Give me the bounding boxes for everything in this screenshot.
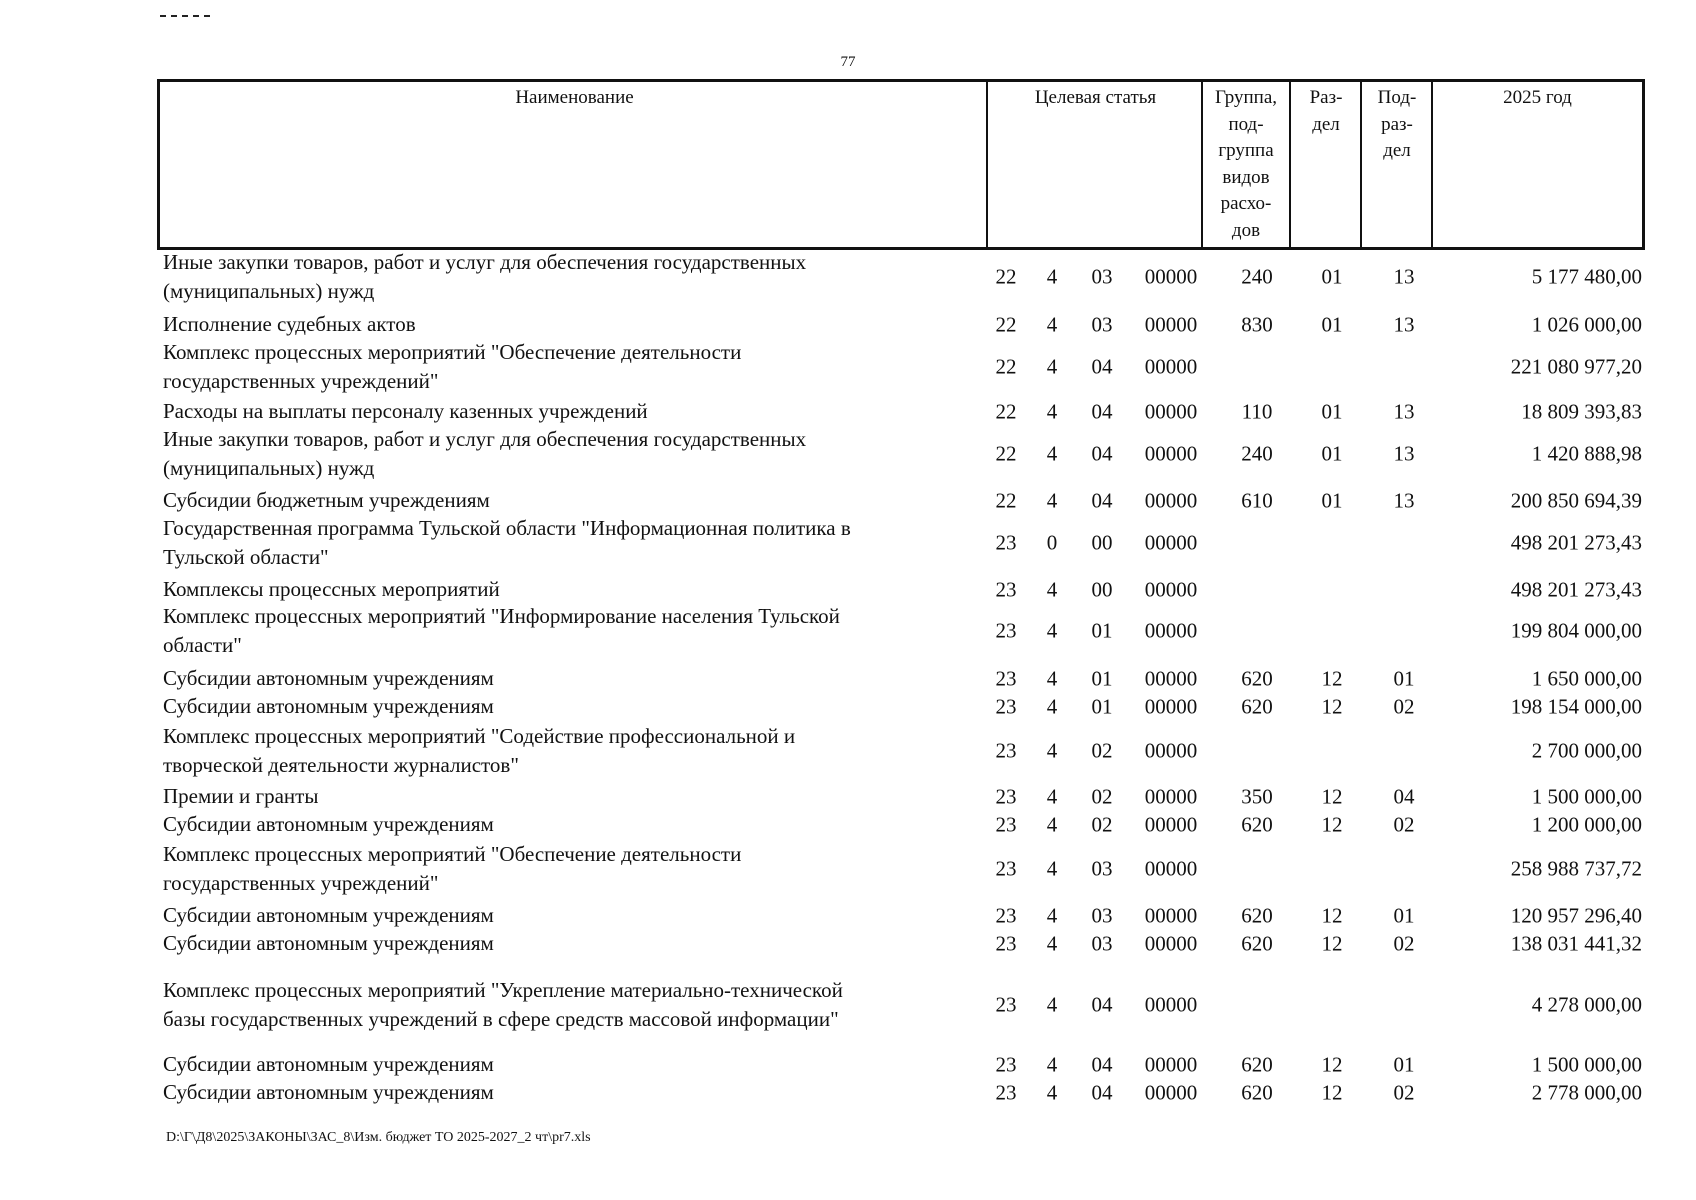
row-cell-b: 4 <box>1046 312 1058 336</box>
row-cell-subsection: 04 <box>1393 784 1415 808</box>
row-cell-a: 23 <box>995 666 1017 690</box>
table-row <box>0 901 1696 930</box>
table-row <box>0 664 1696 693</box>
table-row <box>0 810 1696 839</box>
table-row <box>0 338 1696 396</box>
row-cell-d: 00000 <box>1144 812 1198 836</box>
row-cell-b: 4 <box>1046 666 1058 690</box>
row-name-line: Иные закупки товаров, работ и услуг для обеспечения государственных <box>163 427 807 451</box>
row-amount: 1 500 000,00 <box>1531 784 1642 808</box>
row-cell-a: 22 <box>995 312 1017 336</box>
row-cell-a: 23 <box>995 530 1017 555</box>
table-row <box>0 722 1696 780</box>
row-cell-c: 01 <box>1091 666 1113 690</box>
row-name-line: Комплексы процессных мероприятий <box>163 577 500 601</box>
row-cell-a: 23 <box>995 856 1017 881</box>
row-name-line: Комплекс процессных мероприятий "Информирование населения Тульской <box>163 604 840 628</box>
table-row <box>0 929 1696 958</box>
row-name-line: государственных учреждений" <box>163 871 439 895</box>
row-name <box>163 901 953 930</box>
row-cell-group: 830 <box>1241 312 1273 336</box>
row-cell-d: 00000 <box>1144 666 1198 690</box>
row-cell-d: 00000 <box>1144 1080 1198 1104</box>
row-cell-group: 620 <box>1241 931 1273 955</box>
header-group-line: под- <box>1228 113 1264 135</box>
row-cell-d: 00000 <box>1144 694 1198 718</box>
row-cell-a: 23 <box>995 784 1017 808</box>
row-amount: 199 804 000,00 <box>1510 618 1642 643</box>
row-cell-a: 23 <box>995 738 1017 763</box>
row-name <box>163 1078 953 1107</box>
row-cell-group: 620 <box>1241 1052 1273 1076</box>
row-cell-a: 23 <box>995 1052 1017 1076</box>
row-cell-section: 01 <box>1321 488 1343 512</box>
row-cell-a: 22 <box>995 354 1017 379</box>
row-cell-d: 00000 <box>1144 441 1198 466</box>
row-cell-a: 23 <box>995 903 1017 927</box>
row-cell-c: 04 <box>1091 441 1113 466</box>
row-cell-subsection: 01 <box>1393 666 1415 690</box>
row-cell-section: 01 <box>1321 399 1343 423</box>
row-cell-group: 610 <box>1241 488 1273 512</box>
row-cell-d: 00000 <box>1144 618 1198 643</box>
row-amount: 1 650 000,00 <box>1531 666 1642 690</box>
row-cell-b: 4 <box>1046 399 1058 423</box>
row-cell-d: 00000 <box>1144 577 1198 601</box>
row-amount: 2 700 000,00 <box>1531 738 1642 763</box>
row-cell-b: 4 <box>1046 618 1058 643</box>
table-row <box>0 602 1696 660</box>
row-name-line: Исполнение судебных актов <box>163 312 416 336</box>
row-amount: 221 080 977,20 <box>1510 354 1642 379</box>
table-row <box>0 692 1696 721</box>
row-name-line: Расходы на выплаты персоналу казенных учреждений <box>163 399 648 423</box>
table-row <box>0 310 1696 339</box>
row-name <box>163 397 953 426</box>
row-cell-d: 00000 <box>1144 312 1198 336</box>
row-cell-b: 4 <box>1046 1080 1058 1104</box>
row-name <box>163 782 953 811</box>
row-cell-d: 00000 <box>1144 856 1198 881</box>
row-cell-d: 00000 <box>1144 1052 1198 1076</box>
row-name <box>163 602 953 660</box>
row-name-line: Субсидии автономным учреждениям <box>163 666 494 690</box>
row-name <box>163 575 953 604</box>
row-cell-group: 620 <box>1241 694 1273 718</box>
row-cell-a: 23 <box>995 577 1017 601</box>
row-cell-subsection: 13 <box>1393 264 1415 289</box>
row-cell-subsection: 02 <box>1393 812 1415 836</box>
row-cell-group: 240 <box>1241 441 1273 466</box>
row-cell-c: 00 <box>1091 577 1113 601</box>
row-name <box>163 976 953 1034</box>
row-cell-a: 22 <box>995 488 1017 512</box>
row-cell-a: 23 <box>995 931 1017 955</box>
row-cell-section: 01 <box>1321 264 1343 289</box>
row-name-line: Комплекс процессных мероприятий "Обеспечение деятельности <box>163 842 742 866</box>
row-name <box>163 425 953 483</box>
row-cell-c: 03 <box>1091 856 1113 881</box>
row-name-line: (муниципальных) нужд <box>163 456 375 480</box>
row-cell-section: 01 <box>1321 312 1343 336</box>
row-amount: 2 778 000,00 <box>1531 1080 1642 1104</box>
row-name-line: творческой деятельности журналистов" <box>163 753 519 777</box>
row-cell-b: 4 <box>1046 264 1058 289</box>
row-cell-d: 00000 <box>1144 488 1198 512</box>
header-group-line: видов <box>1222 166 1270 188</box>
row-amount: 498 201 273,43 <box>1510 530 1642 555</box>
row-amount: 120 957 296,40 <box>1510 903 1642 927</box>
row-cell-section: 12 <box>1321 666 1343 690</box>
row-cell-d: 00000 <box>1144 530 1198 555</box>
row-cell-b: 4 <box>1046 903 1058 927</box>
header-group-line: дов <box>1231 219 1261 241</box>
row-cell-group: 620 <box>1241 666 1273 690</box>
row-name <box>163 929 953 958</box>
header-group-line: расхо- <box>1220 193 1272 214</box>
page-number: 77 <box>840 54 856 70</box>
row-cell-d: 00000 <box>1144 738 1198 763</box>
row-cell-b: 4 <box>1046 931 1058 955</box>
row-amount: 200 850 694,39 <box>1510 488 1642 512</box>
row-cell-b: 4 <box>1046 441 1058 466</box>
row-cell-subsection: 13 <box>1393 312 1415 336</box>
row-amount: 1 200 000,00 <box>1531 812 1642 836</box>
row-cell-b: 4 <box>1046 354 1058 379</box>
row-cell-c: 01 <box>1091 694 1113 718</box>
header-subsection-line: Под- <box>1377 87 1417 108</box>
row-name-line: Комплекс процессных мероприятий "Обеспечение деятельности <box>163 340 742 364</box>
row-cell-c: 03 <box>1091 931 1113 955</box>
row-name <box>163 1050 953 1079</box>
row-cell-subsection: 01 <box>1393 1052 1415 1076</box>
row-cell-group: 110 <box>1241 399 1273 423</box>
file-path-footer: D:\Г\Д8\2025\ЗАКОНЫ\ЗАС_8\Изм. бюджет ТО 2025-2027_2 чт\pr7.xls <box>166 1130 591 1145</box>
row-cell-a: 23 <box>995 812 1017 836</box>
row-name-line: Иные закупки товаров, работ и услуг для обеспечения государственных <box>163 250 807 274</box>
row-name <box>163 486 953 515</box>
row-cell-subsection: 02 <box>1393 931 1415 955</box>
table-row <box>0 1050 1696 1079</box>
row-cell-a: 23 <box>995 992 1017 1017</box>
row-cell-c: 04 <box>1091 1052 1113 1076</box>
row-cell-section: 12 <box>1321 1052 1343 1076</box>
row-cell-b: 4 <box>1046 856 1058 881</box>
row-name <box>163 810 953 839</box>
header-group-line: группа <box>1218 140 1274 161</box>
row-cell-a: 22 <box>995 264 1017 289</box>
row-cell-d: 00000 <box>1144 931 1198 955</box>
table-row <box>0 425 1696 483</box>
row-amount: 1 420 888,98 <box>1531 441 1642 466</box>
row-cell-c: 04 <box>1091 354 1113 379</box>
row-cell-c: 02 <box>1091 738 1113 763</box>
row-amount: 5 177 480,00 <box>1531 264 1642 289</box>
row-cell-a: 23 <box>995 1080 1017 1104</box>
row-cell-section: 12 <box>1321 812 1343 836</box>
row-name <box>163 692 953 721</box>
row-cell-b: 4 <box>1046 812 1058 836</box>
row-cell-b: 4 <box>1046 1052 1058 1076</box>
table-row <box>0 514 1696 572</box>
row-cell-subsection: 13 <box>1393 399 1415 423</box>
row-cell-group: 240 <box>1241 264 1273 289</box>
row-cell-c: 03 <box>1091 312 1113 336</box>
row-cell-section: 12 <box>1321 903 1343 927</box>
row-name-line: области" <box>163 633 242 657</box>
row-amount: 498 201 273,43 <box>1510 577 1642 601</box>
row-name <box>163 248 953 306</box>
row-name-line: Комплекс процессных мероприятий "Укрепление материально-технической <box>163 978 843 1002</box>
row-cell-a: 23 <box>995 618 1017 643</box>
row-cell-a: 23 <box>995 694 1017 718</box>
row-cell-section: 12 <box>1321 784 1343 808</box>
row-name-line: Тульской области" <box>163 545 329 569</box>
row-cell-c: 02 <box>1091 812 1113 836</box>
row-name-line: Субсидии бюджетным учреждениям <box>163 488 490 512</box>
row-name <box>163 840 953 898</box>
row-cell-subsection: 01 <box>1393 903 1415 927</box>
header-target-article: Целевая статья <box>1034 87 1157 108</box>
header-year: 2025 год <box>1503 87 1572 108</box>
table-row <box>0 782 1696 811</box>
row-cell-section: 01 <box>1321 441 1343 466</box>
header-section-line: Раз- <box>1309 87 1343 108</box>
row-cell-section: 12 <box>1321 1080 1343 1104</box>
header-subsection-line: раз- <box>1381 113 1413 135</box>
row-name-line: Субсидии автономным учреждениям <box>163 903 494 927</box>
header-name: Наименование <box>515 87 634 108</box>
row-cell-c: 00 <box>1091 530 1113 555</box>
table-row <box>0 486 1696 515</box>
row-cell-section: 12 <box>1321 694 1343 718</box>
header-subsection-line: дел <box>1383 140 1411 161</box>
row-amount: 198 154 000,00 <box>1510 694 1642 718</box>
row-name-line: Комплекс процессных мероприятий "Содействие профессиональной и <box>163 724 796 748</box>
table-row <box>0 397 1696 426</box>
row-name <box>163 310 953 339</box>
table-row <box>0 840 1696 898</box>
table-row <box>0 575 1696 604</box>
row-name-line: (муниципальных) нужд <box>163 279 375 303</box>
row-name-line: Субсидии автономным учреждениям <box>163 931 494 955</box>
row-cell-b: 4 <box>1046 694 1058 718</box>
row-cell-group: 620 <box>1241 1080 1273 1104</box>
row-amount: 18 809 393,83 <box>1521 399 1642 423</box>
table-row <box>0 976 1696 1034</box>
row-cell-c: 04 <box>1091 399 1113 423</box>
row-cell-section: 12 <box>1321 931 1343 955</box>
header-section-line: дел <box>1312 113 1340 135</box>
row-cell-d: 00000 <box>1144 354 1198 379</box>
row-cell-subsection: 13 <box>1393 441 1415 466</box>
row-name-line: Премии и гранты <box>163 784 319 808</box>
row-cell-d: 00000 <box>1144 903 1198 927</box>
row-name-line: Субсидии автономным учреждениям <box>163 812 494 836</box>
row-cell-b: 4 <box>1046 784 1058 808</box>
row-amount: 1 026 000,00 <box>1531 312 1642 336</box>
row-name <box>163 514 953 572</box>
row-cell-c: 04 <box>1091 1080 1113 1104</box>
row-name <box>163 722 953 780</box>
row-name-line: Государственная программа Тульской области "Информационная политика в <box>163 516 851 540</box>
header-group-line: Группа, <box>1214 87 1278 108</box>
row-cell-d: 00000 <box>1144 264 1198 289</box>
row-amount: 4 278 000,00 <box>1531 992 1642 1017</box>
table-row <box>0 1078 1696 1107</box>
row-name-line: Субсидии автономным учреждениям <box>163 694 494 718</box>
row-name-line: Субсидии автономным учреждениям <box>163 1052 494 1076</box>
row-cell-subsection: 02 <box>1393 1080 1415 1104</box>
row-name <box>163 664 953 693</box>
row-cell-b: 0 <box>1046 530 1058 555</box>
row-cell-a: 22 <box>995 441 1017 466</box>
row-cell-b: 4 <box>1046 488 1058 512</box>
row-cell-subsection: 13 <box>1393 488 1415 512</box>
row-amount: 138 031 441,32 <box>1510 931 1642 955</box>
table-row <box>0 248 1696 306</box>
row-cell-c: 02 <box>1091 784 1113 808</box>
row-name-line: Субсидии автономным учреждениям <box>163 1080 494 1104</box>
row-cell-group: 620 <box>1241 812 1273 836</box>
row-cell-b: 4 <box>1046 992 1058 1017</box>
row-cell-c: 01 <box>1091 618 1113 643</box>
row-cell-c: 04 <box>1091 992 1113 1017</box>
row-cell-subsection: 02 <box>1393 694 1415 718</box>
row-name <box>163 338 953 396</box>
row-cell-b: 4 <box>1046 738 1058 763</box>
row-cell-a: 22 <box>995 399 1017 423</box>
row-cell-c: 04 <box>1091 488 1113 512</box>
row-name-line: государственных учреждений" <box>163 369 439 393</box>
row-cell-c: 03 <box>1091 903 1113 927</box>
row-name-line: базы государственных учреждений в сфере средств массовой информации" <box>163 1007 839 1031</box>
row-amount: 258 988 737,72 <box>1510 856 1642 881</box>
row-amount: 1 500 000,00 <box>1531 1052 1642 1076</box>
row-cell-d: 00000 <box>1144 399 1198 423</box>
row-cell-c: 03 <box>1091 264 1113 289</box>
row-cell-group: 350 <box>1241 784 1273 808</box>
row-cell-group: 620 <box>1241 903 1273 927</box>
row-cell-d: 00000 <box>1144 784 1198 808</box>
row-cell-b: 4 <box>1046 577 1058 601</box>
row-cell-d: 00000 <box>1144 992 1198 1017</box>
